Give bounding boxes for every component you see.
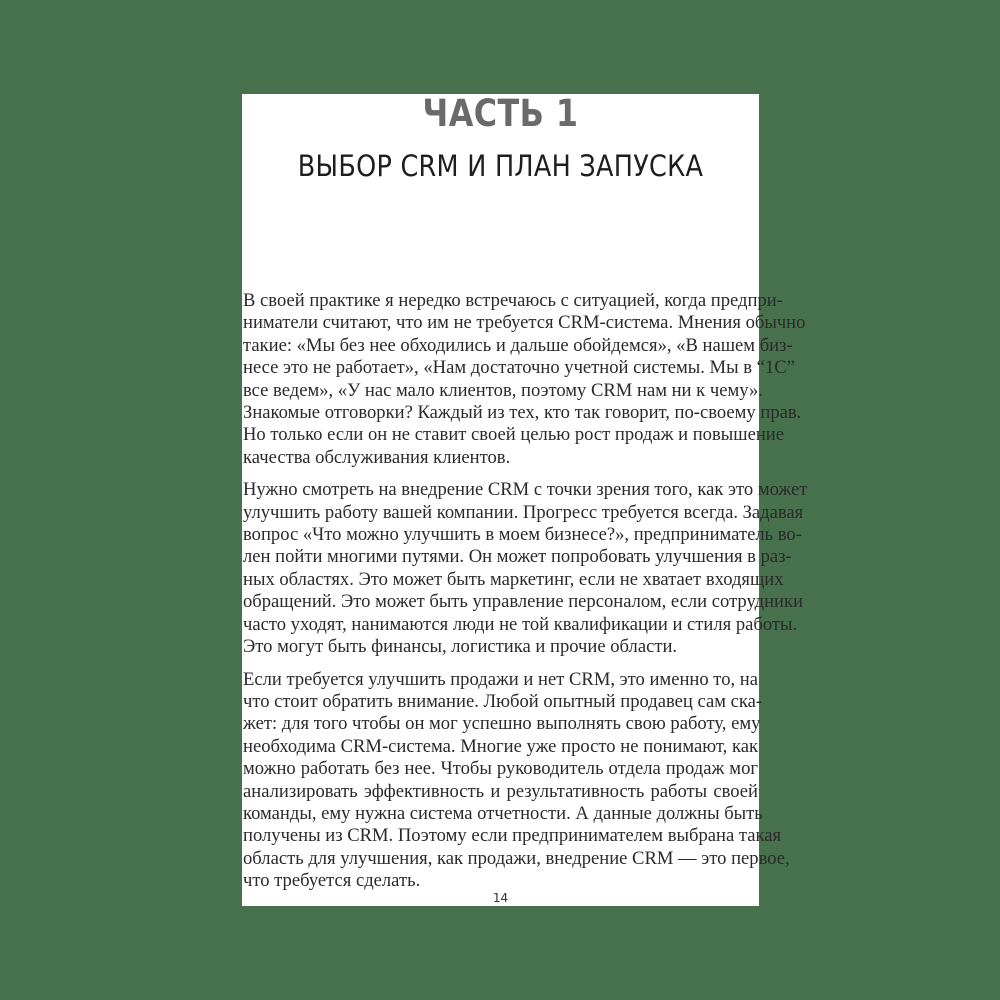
text-line: что стоит обратить внимание. Любой опытный продавец сам ска- <box>243 691 763 713</box>
text-line: жет: для того чтобы он мог успешно выполнять свою работу, ему <box>243 713 761 735</box>
text-line: необходима CRM-система. Многие уже просто не понимают, как <box>243 735 758 757</box>
text-line: что требуется сделать. <box>243 870 421 892</box>
text-line: Это могут быть финансы, логистика и прочие области. <box>243 636 678 658</box>
text-line: анализировать эффективность и результативность работы своей <box>243 780 758 802</box>
text-line: обращений. Это может быть управление персоналом, если сотрудники <box>243 591 803 613</box>
text-line: В своей практике я нередко встречаюсь с ситуацией, когда предпри- <box>243 290 783 311</box>
text-line: получены из CRM. Поэтому если предпринимателем выбрана такая <box>243 825 782 847</box>
page-number: 14 <box>492 891 509 905</box>
text-line: несе это не работает», «Нам достаточно учетной системы. Мы в “1С” <box>243 357 795 379</box>
text-line: Но только если он не ставит своей целью рост продаж и повышение <box>243 424 784 446</box>
text-line: Если требуется улучшить продажи и нет CRM, это именно то, на <box>243 668 758 690</box>
part-title: ЧАСТЬ 1 <box>422 92 579 135</box>
text-line: все ведем», «У нас мало клиентов, поэтому CRM нам ни к чему». <box>243 379 763 401</box>
text-line: область для улучшения, как продажи, внедрение CRM — это первое, <box>243 847 790 869</box>
part-subtitle: ВЫБОР CRM И ПЛАН ЗАПУСКА <box>297 149 704 183</box>
text-line: команды, ему нужна система отчетности. А данные должны быть <box>243 802 763 824</box>
paragraph-3 <box>243 668 790 893</box>
paragraph-2 <box>243 479 808 658</box>
text-line: ниматели считают, что им не требуется CRM-система. Мнения обычно <box>243 312 806 334</box>
text-line: Нужно смотреть на внедрение CRM с точки зрения того, как это может <box>243 479 808 501</box>
text-line: можно работать без нее. Чтобы руководитель отдела продаж мог <box>243 758 758 780</box>
text-line: качества обслуживания клиентов. <box>243 446 511 468</box>
text-line: улучшить работу вашей компании. Прогресс требуется всегда. Задавая <box>243 501 804 523</box>
book-page <box>242 92 808 906</box>
text-line: часто уходят, нанимаются люди не той квалификации и стиля работы. <box>243 613 798 635</box>
text-line: лен пойти многими путями. Он может попробовать улучшения в раз- <box>243 546 792 568</box>
paragraph-1 <box>243 290 806 469</box>
text-line: Знакомые отговорки? Каждый из тех, кто так говорит, по-своему прав. <box>243 401 802 423</box>
text-line: вопрос «Что можно улучшить в моем бизнесе?», предприниматель во- <box>243 524 802 546</box>
body-text <box>243 290 808 903</box>
text-line: ных областях. Это может быть маркетинг, если не хватает входящих <box>243 568 784 590</box>
text-line: такие: «Мы без нее обходились и дальше обойдемся», «В нашем биз- <box>243 334 793 356</box>
